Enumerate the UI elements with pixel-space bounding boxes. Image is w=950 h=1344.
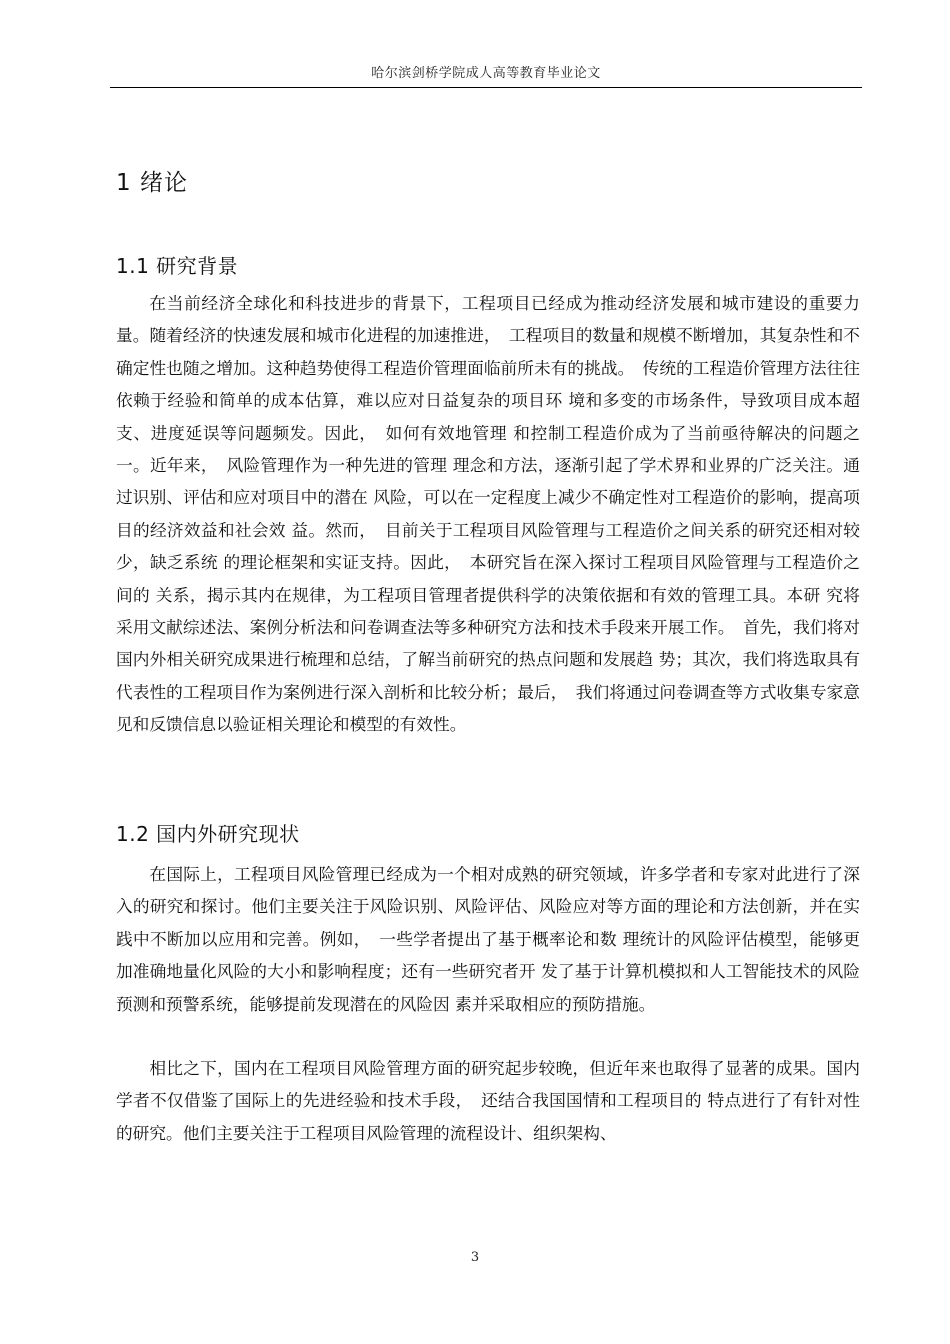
paragraph-background: 在当前经济全球化和科技进步的背景下，工程项目已经成为推动经济发展和城市建设的重要力量。随着经济的快速发展和城市化进程的加速推进， 工程项目的数量和规模不断增加，其复杂性和不确定性也随之增加。这种趋势使得工程造价管理面临前所未有的挑战。 传统的工程造价管理方法往往依赖于经验和简单的成本估算，难以应对日益复杂的项目环 境和多变的市场条件，导致项目成本超支、进度延误等问题频发。因此， 如何有效地管理 和控制工程造价成为了当前亟待解决的问题之一。近年来， 风险管理作为一种先进的管理 理念和方法，逐渐引起了学术界和业界的广泛关注。通过识别、评估和应对项目中的潜在 风险，可以在一定程度上减少不确定性对工程造价的影响，提高项目的经济效益和社会效 益。然而， 目前关于工程项目风险管理与工程造价之间关系的研究还相对较少，缺乏系统 的理论框架和实证支持。因此， 本研究旨在深入探讨工程项目风险管理与工程造价之间的 关系，揭示其内在规律，为工程项目管理者提供科学的决策依据和有效的管理工具。本研 究将采用文献综述法、案例分析法和问卷调查法等多种研究方法和技术手段来开展工作。 首先，我们将对国内外相关研究成果进行梳理和总结，了解当前研究的热点问题和发展趋 势；其次，我们将选取具有代表性的工程项目作为案例进行深入剖析和比较分析；最后， 我们将通过问卷调查等方式收集专家意见和反馈信息以验证相关理论和模型的有效性。 bbox=[116, 293, 860, 735]
section-title-background: 1.1 研究背景 bbox=[116, 254, 239, 278]
running-header: 哈尔滨剑桥学院成人高等教育毕业论文 bbox=[371, 66, 601, 81]
chapter-title: 1 绪论 bbox=[116, 170, 188, 196]
paragraph-international-research: 在国际上，工程项目风险管理已经成为一个相对成熟的研究领域，许多学者和专家对此进行了深入的研究和探讨。他们主要关注于风险识别、风险评估、风险应对等方面的理论和方法创新，并在实践中不断加以应用和完善。例如， 一些学者提出了基于概率论和数 理统计的风险评估模型，能够更加准确地量化风险的大小和影响程度；还有一些研究者开 发了基于计算机模拟和人工智能技术的风险预测和预警系统，能够提前发现潜在的风险因 素并采取相应的预防措施。 bbox=[116, 864, 860, 1014]
section-title-research-status: 1.2 国内外研究现状 bbox=[116, 822, 300, 846]
header-divider bbox=[110, 87, 862, 88]
page-number: 3 bbox=[470, 1250, 480, 1265]
paragraph-domestic-research: 相比之下，国内在工程项目风险管理方面的研究起步较晚，但近年来也取得了显著的成果。国内学者不仅借鉴了国际上的先进经验和技术手段， 还结合我国国情和工程项目的 特点进行了有针对性的研究。他们主要关注于工程项目风险管理的流程设计、组织架构、 bbox=[116, 1058, 860, 1143]
